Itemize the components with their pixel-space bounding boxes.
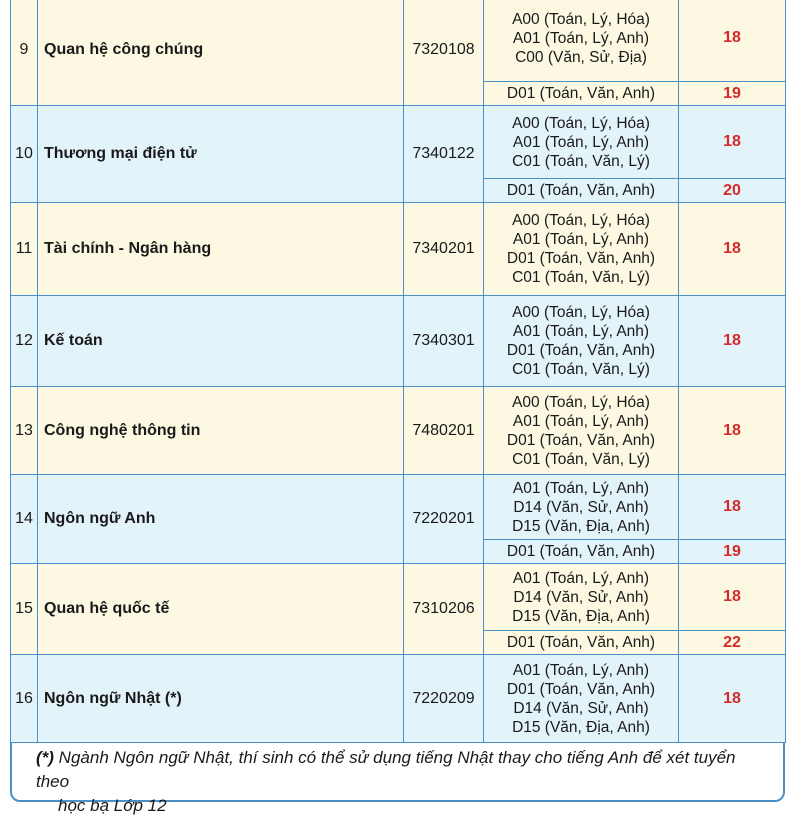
subject-combination: A01 (Toán, Lý, Anh) xyxy=(512,412,650,430)
subject-combinations xyxy=(484,82,679,106)
benchmark-score: 18 xyxy=(679,203,786,296)
footnote-line-1: Ngành Ngôn ngữ Nhật, thí sinh có thể sử dụng tiếng Nhật thay cho tiếng Anh để xét tuyển theo xyxy=(36,748,736,791)
subject-combination: D01 (Toán, Văn, Anh) xyxy=(506,543,656,560)
subject-combinations xyxy=(484,655,679,743)
subject-combination: C01 (Toán, Văn, Lý) xyxy=(512,152,650,170)
benchmark-score: 19 xyxy=(679,540,786,564)
major-name: Quan hệ công chúng xyxy=(38,0,404,106)
footnote-line-2: học bạ Lớp 12 xyxy=(58,796,167,815)
table-row xyxy=(11,564,786,631)
subject-combination: C01 (Toán, Văn, Lý) xyxy=(512,269,650,286)
subject-combinations xyxy=(484,296,679,387)
benchmark-score: 18 xyxy=(679,475,786,540)
subject-combination: D14 (Văn, Sử, Anh) xyxy=(513,498,649,516)
major-code: 7310206 xyxy=(404,564,484,655)
row-number: 15 xyxy=(11,564,38,655)
benchmark-score: 20 xyxy=(679,179,786,203)
row-number: 9 xyxy=(11,0,38,106)
subject-combination: A00 (Toán, Lý, Hóa) xyxy=(512,393,650,411)
table-row xyxy=(11,387,786,475)
subject-combination: D01 (Toán, Văn, Anh) xyxy=(506,431,656,449)
footnote-marker: (*) xyxy=(36,748,54,767)
subject-combinations xyxy=(484,179,679,203)
row-number: 12 xyxy=(11,296,38,387)
subject-combinations xyxy=(484,564,679,631)
table-row xyxy=(11,106,786,179)
subject-combinations xyxy=(484,540,679,564)
subject-combination: D14 (Văn, Sử, Anh) xyxy=(513,588,649,606)
subject-combination: A00 (Toán, Lý, Hóa) xyxy=(512,304,650,321)
subject-combination: A00 (Toán, Lý, Hóa) xyxy=(512,212,650,229)
major-name: Ngôn ngữ Nhật (*) xyxy=(38,655,404,743)
major-name: Ngôn ngữ Anh xyxy=(38,475,404,564)
subject-combination: A01 (Toán, Lý, Anh) xyxy=(512,29,650,47)
major-code: 7340201 xyxy=(404,203,484,296)
row-number: 11 xyxy=(11,203,38,296)
table-row xyxy=(11,0,786,82)
footnote xyxy=(36,746,766,818)
subject-combination: A01 (Toán, Lý, Anh) xyxy=(512,231,650,248)
major-name: Thương mại điện tử xyxy=(38,106,404,203)
table-row xyxy=(11,655,786,743)
subject-combinations xyxy=(484,106,679,179)
major-code: 7220209 xyxy=(404,655,484,743)
subject-combinations xyxy=(484,631,679,655)
benchmark-score: 22 xyxy=(679,631,786,655)
benchmark-score: 18 xyxy=(679,296,786,387)
major-code: 7340122 xyxy=(404,106,484,203)
subject-combination: C00 (Văn, Sử, Địa) xyxy=(515,48,647,66)
subject-combination: A01 (Toán, Lý, Anh) xyxy=(512,323,650,340)
row-number: 14 xyxy=(11,475,38,564)
benchmark-score: 18 xyxy=(679,0,786,82)
benchmark-score: 18 xyxy=(679,387,786,475)
subject-combination: D15 (Văn, Địa, Anh) xyxy=(512,718,650,736)
benchmark-score: 19 xyxy=(679,82,786,106)
subject-combination: A00 (Toán, Lý, Hóa) xyxy=(512,114,650,132)
subject-combinations xyxy=(484,475,679,540)
benchmark-score: 18 xyxy=(679,564,786,631)
subject-combinations xyxy=(484,387,679,475)
subject-combination: A01 (Toán, Lý, Anh) xyxy=(512,133,650,151)
row-number: 10 xyxy=(11,106,38,203)
subject-combination: D15 (Văn, Địa, Anh) xyxy=(512,607,650,625)
subject-combination: A01 (Toán, Lý, Anh) xyxy=(512,479,650,497)
subject-combinations xyxy=(484,203,679,296)
major-name: Tài chính - Ngân hàng xyxy=(38,203,404,296)
table-row xyxy=(11,296,786,387)
subject-combination: C01 (Toán, Văn, Lý) xyxy=(512,361,650,378)
subject-combination: A01 (Toán, Lý, Anh) xyxy=(512,569,650,587)
major-code: 7340301 xyxy=(404,296,484,387)
major-code: 7320108 xyxy=(404,0,484,106)
subject-combination: D01 (Toán, Văn, Anh) xyxy=(506,634,656,651)
subject-combination: D14 (Văn, Sử, Anh) xyxy=(513,699,649,717)
subject-combination: D01 (Toán, Văn, Anh) xyxy=(506,85,656,102)
table-row xyxy=(11,475,786,540)
major-name: Công nghệ thông tin xyxy=(38,387,404,475)
admission-score-table xyxy=(10,0,786,743)
subject-combination: D15 (Văn, Địa, Anh) xyxy=(512,517,650,535)
major-name: Quan hệ quốc tế xyxy=(38,564,404,655)
major-code: 7220201 xyxy=(404,475,484,564)
subject-combination: A00 (Toán, Lý, Hóa) xyxy=(512,10,650,28)
table-row xyxy=(11,203,786,296)
row-number: 16 xyxy=(11,655,38,743)
benchmark-score: 18 xyxy=(679,655,786,743)
row-number: 13 xyxy=(11,387,38,475)
subject-combination: D01 (Toán, Văn, Anh) xyxy=(506,250,656,267)
subject-combination: A01 (Toán, Lý, Anh) xyxy=(512,661,650,679)
subject-combinations xyxy=(484,0,679,82)
subject-combination: C01 (Toán, Văn, Lý) xyxy=(512,450,650,468)
subject-combination: D01 (Toán, Văn, Anh) xyxy=(506,182,656,199)
major-code: 7480201 xyxy=(404,387,484,475)
benchmark-score: 18 xyxy=(679,106,786,179)
major-name: Kế toán xyxy=(38,296,404,387)
subject-combination: D01 (Toán, Văn, Anh) xyxy=(506,680,656,698)
subject-combination: D01 (Toán, Văn, Anh) xyxy=(506,342,656,359)
